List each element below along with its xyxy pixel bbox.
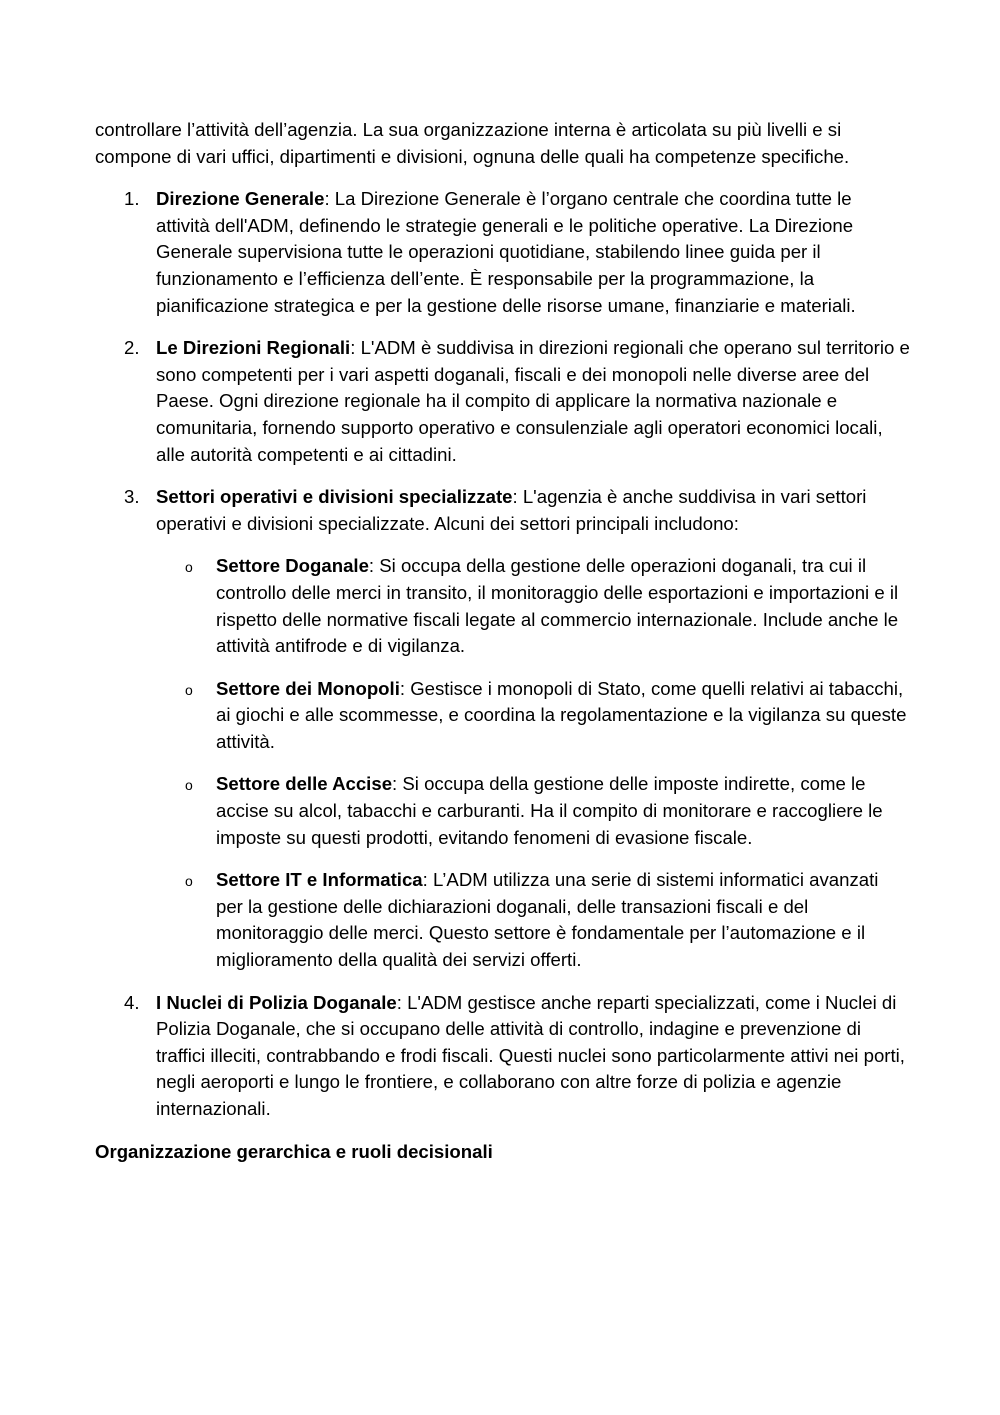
- item-title: Le Direzioni Regionali: [156, 337, 351, 359]
- subitem-title: Settore dei Monopoli: [216, 677, 400, 699]
- bullet-list: [156, 553, 910, 973]
- bullet-item: [156, 553, 910, 659]
- subitem-text: : Si occupa della gestione delle operazioni doganali, tra cui il controllo delle merci in transito, il monitoraggio delle esportazioni e importazioni e il rispetto delle normative fiscali legate al commercio internazionale. Include anche le attività antifrode e di vigilanza.: [216, 555, 899, 657]
- subitem-title: Settore IT e Informatica: [216, 869, 423, 891]
- list-item: [95, 186, 910, 319]
- item-text: : L'agenzia è anche suddivisa in vari settori operativi e divisioni specializzate. Alcuni dei settori principali includono:: [156, 486, 867, 534]
- intro-paragraph: controllare l’attività dell’agenzia. La sua organizzazione interna è articolata su più livelli e si compone di vari uffici, dipartimenti e divisioni, ognuna delle quali ha competenze specifiche.: [95, 119, 850, 167]
- document-page: [95, 117, 910, 1165]
- subitem-title: Settore delle Accise: [216, 773, 393, 795]
- numbered-list: [95, 186, 910, 1122]
- hollow-bullet-icon: o: [185, 559, 193, 576]
- list-item: [95, 990, 910, 1123]
- list-item: [95, 484, 910, 974]
- subitem-text: : Gestisce i monopoli di Stato, come quelli relativi ai tabacchi, ai giochi e alle scommesse, e coordina la regolamentazione e la vigilanza su queste attività.: [216, 677, 907, 752]
- item-text: : L'ADM gestisce anche reparti specializzati, come i Nuclei di Polizia Doganale, che si occupano delle attività di controllo, indagine e prevenzione di traffici illeciti, contrabbando e frodi fiscali. Questi nuclei sono particolarmente attivi nei porti, negli aeroporti e lungo le frontiere, e collaborano con altre forze di polizia e agenzie internazionali.: [156, 991, 905, 1119]
- section-heading: Organizzazione gerarchica e ruoli decisionali: [95, 1140, 493, 1162]
- list-item: [95, 335, 910, 468]
- subitem-text: : L’ADM utilizza una serie di sistemi informatici avanzati per la gestione delle dichiarazioni doganali, delle transazioni fiscali e del monitoraggio delle merci. Questo settore è fondamentale per l’automazione e il miglioramento della qualità dei servizi offerti.: [216, 869, 879, 971]
- item-text: : L'ADM è suddivisa in direzioni regionali che operano sul territorio e sono competenti per i vari aspetti doganali, fiscali e dei monopoli nelle diverse aree del Paese. Ogni direzione regionale ha il compito di applicare la normativa nazionale e comunitaria, fornendo supporto operativo e consulenziale agli operatori economici locali, alle autorità competenti e ai cittadini.: [156, 337, 910, 465]
- item-title: Direzione Generale: [156, 188, 325, 210]
- hollow-bullet-icon: o: [185, 681, 193, 698]
- item-text: : La Direzione Generale è l’organo centrale che coordina tutte le attività dell'ADM, definendo le strategie generali e le politiche operative. La Direzione Generale supervisiona tutte le operazioni quotidiane, stabilendo linee guida per il funzionamento e l’efficienza dell’ente. È responsabile per la programmazione, la pianificazione strategica e per la gestione delle risorse umane, finanziarie e materiali.: [156, 188, 856, 316]
- hollow-bullet-icon: o: [185, 873, 193, 890]
- bullet-item: [156, 676, 910, 756]
- item-title: Settori operativi e divisioni specializzate: [156, 486, 513, 508]
- hollow-bullet-icon: o: [185, 777, 193, 794]
- bullet-item: [156, 771, 910, 851]
- list-number: 4.: [124, 991, 140, 1013]
- subitem-text: : Si occupa della gestione delle imposte indirette, come le accise su alcol, tabacchi e carburanti. Ha il compito di monitorare e raccogliere le imposte su questi prodotti, evitando fenomeni di evasione fiscale.: [216, 773, 883, 848]
- subitem-title: Settore Doganale: [216, 555, 369, 577]
- list-number: 1.: [124, 188, 140, 210]
- list-number: 3.: [124, 486, 140, 508]
- bullet-item: [156, 867, 910, 973]
- item-title: I Nuclei di Polizia Doganale: [156, 991, 397, 1013]
- list-number: 2.: [124, 337, 140, 359]
